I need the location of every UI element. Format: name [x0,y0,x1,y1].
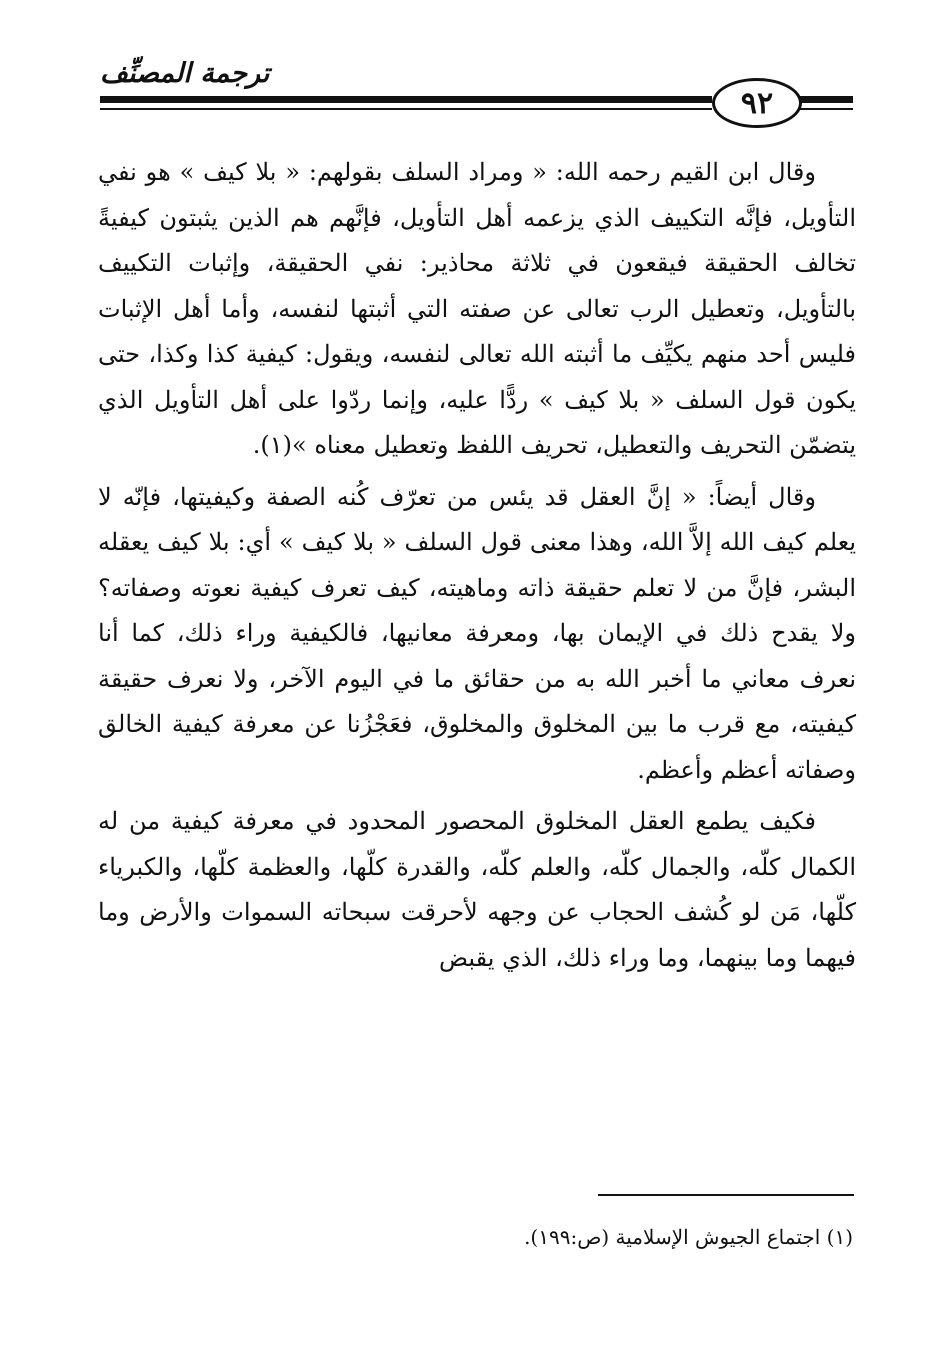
header-rule-right-thick [795,96,853,103]
paragraph: فكيف يطمع العقل المخلوق المحصور المحدود في معرفة كيفية من له الكمال كلّه، والجمال كلّه، والعلم كلّه، والقدرة كلّها، والعظمة كلّها، والكبرياء كلّها، مَن لو كُشف الحجاب عن وجهه لأحرقت سبحاته السموات والأرض وما فيهما وما بينهما، وما وراء ذلك، الذي يقبض [98,807,856,972]
header-rule-thin [100,108,712,110]
paragraph: وقال أيضاً: « إنَّ العقل قد يئس من تعرّف كُنه الصفة وكيفيتها، فإنّه لا يعلم كيف الله إلاَّ الله، وهذا معنى قول السلف « بلا كيف » أي: بلا كيف يعقله البشر، فإنَّ من لا تعلم حقيقة ذاته وماهيته، كيف تعرف كيفية نعوته وصفاته؟ ولا يقدح ذلك في الإيمان بها، ومعرفة معانيها، فالكيفية وراء ذلك، كما أنا نعرف معاني ما أخبر الله به من حقائق ما في اليوم الآخر، ولا نعرف حقيقة كيفيته، مع قرب ما بين المخلوق والمخلوق، فعَجْزُنا عن معرفة كيفية الخالق وصفاته أعظم وأعظم. [98,482,856,784]
body-text [98,150,856,981]
page-number-oval [712,78,802,128]
header-rule-thick [100,96,712,103]
running-title: ترجمة المصنِّف [100,58,270,89]
footnote: (١) اجتماع الجيوش الإسلامية (ص:١٩٩). [524,1225,853,1249]
paragraph: وقال ابن القيم رحمه الله: « ومراد السلف بقولهم: « بلا كيف » هو نفي التأويل، فإنَّه التكييف الذي يزعمه أهل التأويل، فإنَّهم هم الذين يثبتون كيفيةً تخالف الحقيقة فيقعون في ثلاثة محاذير: نفي الحقيقة، وإثبات التكييف بالتأويل، وتعطيل الرب تعالى عن صفته التي أثبتها لنفسه، وأما أهل الإثبات فليس أحد منهم يكيِّف ما أثبته الله تعالى لنفسه، ويقول: كيفية كذا وكذا، حتى يكون قول السلف « بلا كيف » ردًّا عليه، وإنما ردّوا على أهل التأويل الذي يتضمّن التحريف والتعطيل، تحريف اللفظ وتعطيل معناه »(١). [98,158,857,459]
page-number: ٩٢ [740,85,774,121]
footnote-separator [598,1194,854,1196]
header-rule-right-thin [795,108,853,110]
